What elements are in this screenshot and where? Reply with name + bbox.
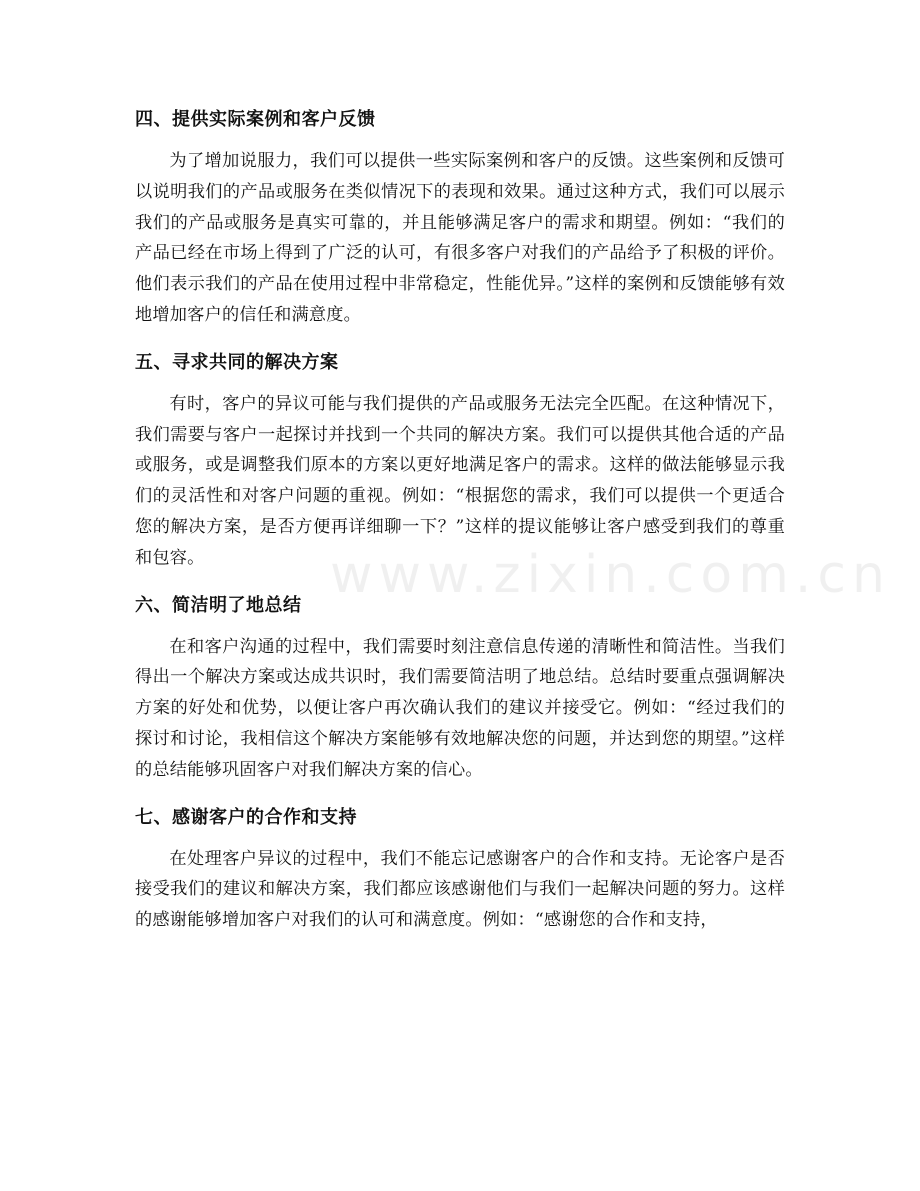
section-heading: 五、寻求共同的解决方案 xyxy=(135,351,339,373)
section-7 xyxy=(135,802,785,936)
section-heading: 七、感谢客户的合作和支持 xyxy=(135,806,357,828)
watermark: www.zixin.com.cn xyxy=(330,545,891,605)
section-paragraph: 有时，客户的异议可能与我们提供的产品或服务无法完全匹配。在这种情况下，我们需要与客户一起探讨并找到一个共同的解决方案。我们可以提供其他合适的产品或服务，或是调整我们原本的方案以更好地满足客户的需求。这样的做法能够显示我们的灵活性和对客户问题的重视。例如：“根据您的需求，我们可以提供一个更适合您的解决方案，是否方便再详细聊一下？”这样的提议能够让客户感受到我们的尊重和包容。 xyxy=(135,393,785,568)
section-6 xyxy=(135,590,785,786)
section-paragraph: 为了增加说服力，我们可以提供一些实际案例和客户的反馈。这些案例和反馈可以说明我们的产品或服务在类似情况下的表现和效果。通过这种方式，我们可以展示我们的产品或服务是真实可靠的，并且能够满足客户的需求和期望。例如：“我们的产品已经在市场上得到了广泛的认可，有很多客户对我们的产品给予了积极的评价。他们表示我们的产品在使用过程中非常稳定，性能优异。”这样的案例和反馈能够有效地增加客户的信任和满意度。 xyxy=(135,151,785,325)
section-heading: 四、提供实际案例和客户反馈 xyxy=(135,109,376,130)
section-paragraph: 在处理客户异议的过程中，我们不能忘记感谢客户的合作和支持。无论客户是否接受我们的建议和解决方案，我们都应该感谢他们与我们一起解决问题的努力。这样的感谢能够增加客户对我们的认可和满意度。例如：“感谢您的合作和支持， xyxy=(135,848,785,931)
section-5 xyxy=(135,347,785,574)
section-4 xyxy=(135,104,785,331)
section-paragraph: 在和客户沟通的过程中，我们需要时刻注意信息传递的清晰性和简洁性。当我们得出一个解决方案或达成共识时，我们需要简洁明了地总结。总结时要重点强调解决方案的好处和优势，以便让客户再次确认我们的建议并接受它。例如：“经过我们的探讨和讨论，我相信这个解决方案能够有效地解决您的问题，并达到您的期望。”这样的总结能够巩固客户对我们解决方案的信心。 xyxy=(135,636,785,780)
section-heading: 六、简洁明了地总结 xyxy=(135,594,302,616)
